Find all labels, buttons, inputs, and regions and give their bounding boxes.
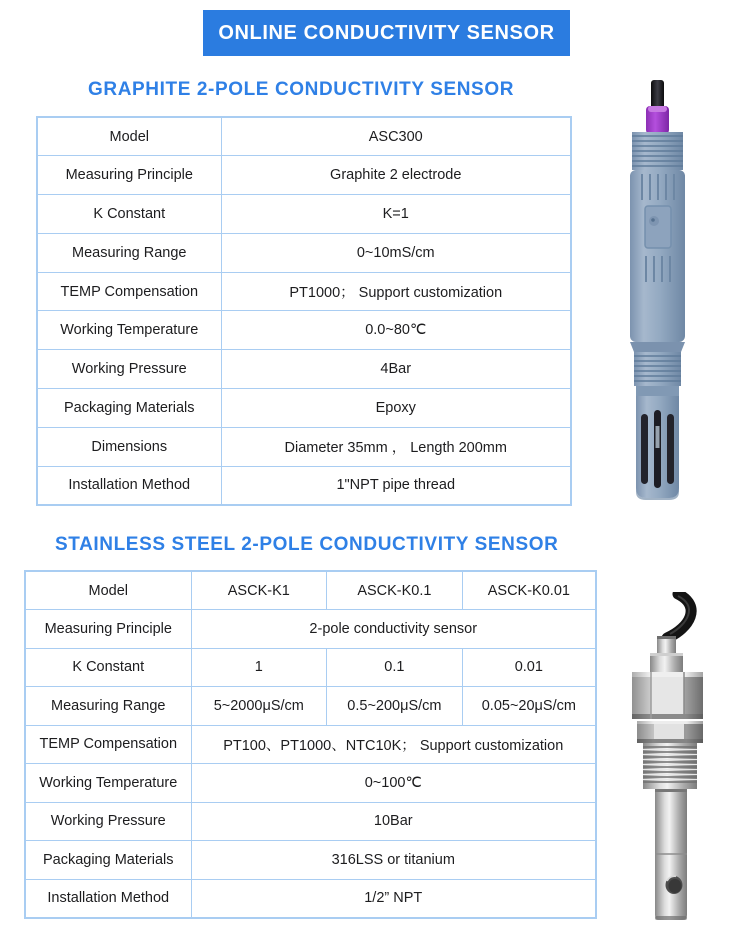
spec-label-cell: Packaging Materials	[37, 389, 221, 428]
spec-value-cell: K=1	[221, 195, 571, 234]
spec-label-cell: Working Pressure	[25, 802, 191, 841]
spec-label-cell: TEMP Compensation	[25, 725, 191, 764]
spec-label-cell: Dimensions	[37, 427, 221, 466]
spec-table-row	[25, 879, 596, 918]
spec-table-row	[25, 841, 596, 880]
spec-label-cell: Model	[25, 571, 191, 610]
spec-label-cell: Measuring Principle	[25, 610, 191, 649]
spec-table-row	[25, 610, 596, 649]
spec-table-row	[25, 725, 596, 764]
spec-table-row	[25, 648, 596, 687]
spec-label-cell: K Constant	[25, 648, 191, 687]
spec-table-row	[37, 389, 571, 428]
spec-value-cell: Epoxy	[221, 389, 571, 428]
spec-value-cell: 316LSS or titanium	[191, 841, 596, 880]
spec-value-cell: PT100、PT1000、NTC10K； Support customization	[191, 725, 596, 764]
stainless-spec-table	[24, 570, 597, 919]
spec-value-cell: 0.0~80℃	[221, 311, 571, 350]
spec-table-row	[37, 427, 571, 466]
stainless-steel-sensor-photo	[618, 592, 745, 932]
spec-label-cell: TEMP Compensation	[37, 272, 221, 311]
spec-value-cell: 1	[191, 648, 327, 687]
spec-label-cell: Installation Method	[37, 466, 221, 505]
spec-label-cell: Measuring Range	[25, 687, 191, 726]
spec-label-cell: Working Temperature	[25, 764, 191, 803]
spec-label-cell: K Constant	[37, 195, 221, 234]
spec-value-cell: 4Bar	[221, 350, 571, 389]
spec-table-row	[37, 156, 571, 195]
spec-value-cell: PT1000； Support customization	[221, 272, 571, 311]
spec-table-row	[37, 466, 571, 505]
spec-label-cell: Working Temperature	[37, 311, 221, 350]
spec-value-cell: 0.5~200μS/cm	[327, 687, 463, 726]
spec-table-row	[37, 350, 571, 389]
spec-value-cell: 2-pole conductivity sensor	[191, 610, 596, 649]
spec-value-cell: 10Bar	[191, 802, 596, 841]
spec-label-cell: Model	[37, 117, 221, 156]
spec-value-cell: 1/2” NPT	[191, 879, 596, 918]
spec-value-cell: ASCK-K1	[191, 571, 327, 610]
spec-value-cell: ASCK-K0.1	[327, 571, 463, 610]
spec-value-cell: ASC300	[221, 117, 571, 156]
spec-label-cell: Measuring Principle	[37, 156, 221, 195]
spec-table-row	[37, 117, 571, 156]
spec-table-row	[25, 764, 596, 803]
spec-value-cell: 0~10mS/cm	[221, 233, 571, 272]
spec-value-cell: 1"NPT pipe thread	[221, 466, 571, 505]
spec-table-row	[37, 311, 571, 350]
graphite-sensor-photo	[594, 74, 744, 508]
spec-value-cell: Diameter 35mm ， Length 200mm	[221, 427, 571, 466]
spec-label-cell: Working Pressure	[37, 350, 221, 389]
spec-table-row	[25, 802, 596, 841]
spec-label-cell: Installation Method	[25, 879, 191, 918]
spec-label-cell: Measuring Range	[37, 233, 221, 272]
spec-value-cell: 0~100℃	[191, 764, 596, 803]
spec-value-cell: ASCK-K0.01	[462, 571, 596, 610]
spec-value-cell: 0.05~20μS/cm	[462, 687, 596, 726]
spec-table-row	[37, 233, 571, 272]
spec-value-cell: Graphite 2 electrode	[221, 156, 571, 195]
page-banner	[203, 10, 570, 56]
spec-value-cell: 0.01	[462, 648, 596, 687]
graphite-spec-table	[36, 116, 572, 506]
spec-table-row	[25, 571, 596, 610]
graphite-section-title: GRAPHITE 2-POLE CONDUCTIVITY SENSOR	[88, 79, 515, 100]
spec-value-cell: 0.1	[327, 648, 463, 687]
spec-table-row	[25, 687, 596, 726]
spec-value-cell: 5~2000μS/cm	[191, 687, 327, 726]
spec-table-row	[37, 195, 571, 234]
spec-table-row	[37, 272, 571, 311]
stainless-section-title: STAINLESS STEEL 2-POLE CONDUCTIVITY SENSOR	[55, 534, 559, 555]
spec-label-cell: Packaging Materials	[25, 841, 191, 880]
page-banner-title: ONLINE CONDUCTIVITY SENSOR	[218, 21, 555, 44]
